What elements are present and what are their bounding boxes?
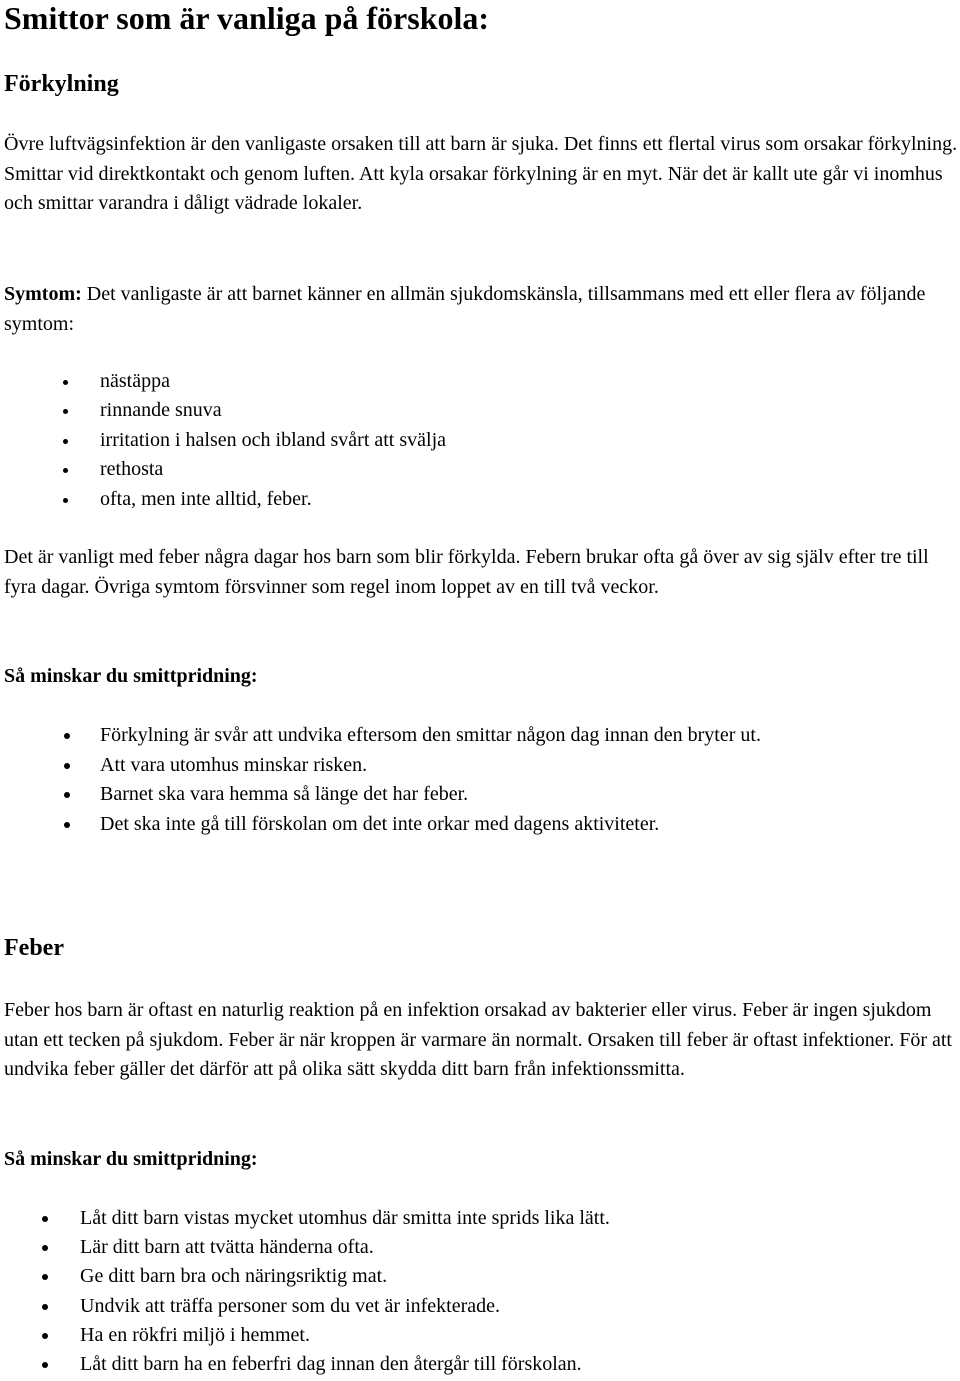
list-item: ofta, men inte alltid, feber. <box>0 485 446 514</box>
fever-duration-paragraph: Det är vanligt med feber några dagar hos barn som blir förkylda. Febern brukar ofta gå över av sig själv efter tre till fyra dagar. Övriga symtom försvinner som regel inom loppet av en till två veckor. <box>4 546 929 598</box>
symptoms-paragraph <box>4 280 960 339</box>
list-item: Det ska inte gå till förskolan om det inte orkar med dagens aktiviteter. <box>0 810 761 840</box>
list-item: Ha en rökfri miljö i hemmet. <box>0 1321 610 1350</box>
prevention-list-forkylning <box>0 721 761 839</box>
symptoms-label: Symtom: <box>4 283 82 305</box>
page-title: Smittor som är vanliga på förskola: <box>4 0 490 36</box>
bullet-icon <box>63 409 68 414</box>
forkylning-intro-paragraph: Övre luftvägsinfektion är den vanligaste orsaken till att barn är sjuka. Det finns ett flertal virus som orsakar förkylning. Smittar vid direktkontakt och genom luften. Att kyla orsakar förkylning är en myt. När det är kallt ute går vi inomhus och smittar varandra i dåligt vädrade lokaler. <box>4 133 958 214</box>
list-item: Undvik att träffa personer som du vet är infekterade. <box>0 1292 610 1321</box>
list-item: Lär ditt barn att tvätta händerna ofta. <box>0 1233 610 1262</box>
prevention-heading-feber: Så minskar du smittpridning: <box>4 1148 258 1170</box>
bullet-icon <box>64 822 70 828</box>
list-item: Att vara utomhus minskar risken. <box>0 751 761 781</box>
bullet-icon <box>42 1216 48 1222</box>
list-item: rinnande snuva <box>0 396 446 425</box>
prevention-list-feber <box>0 1204 610 1379</box>
bullet-icon <box>64 763 70 769</box>
bullet-icon <box>64 792 70 798</box>
bullet-icon <box>63 380 68 385</box>
section-heading-feber: Feber <box>4 935 64 961</box>
symptoms-text: Det vanligaste är att barnet känner en allmän sjukdomskänsla, tillsammans med ett eller flera av följande symtom: <box>4 283 926 335</box>
list-item: rethosta <box>0 455 446 484</box>
list-item: Ge ditt barn bra och näringsriktig mat. <box>0 1262 610 1291</box>
list-item: Låt ditt barn ha en feberfri dag innan den återgår till förskolan. <box>0 1350 610 1379</box>
symptoms-list <box>0 367 446 514</box>
list-item: Förkylning är svår att undvika eftersom den smittar någon dag innan den bryter ut. <box>0 721 761 751</box>
prevention-heading-forkylning: Så minskar du smittpridning: <box>4 665 258 687</box>
bullet-icon <box>42 1274 48 1280</box>
bullet-icon <box>63 468 68 473</box>
bullet-icon <box>42 1333 48 1339</box>
bullet-icon <box>64 733 70 739</box>
feber-intro-paragraph: Feber hos barn är oftast en naturlig reaktion på en infektion orsakad av bakterier eller virus. Feber är ingen sjukdom utan ett tecken på sjukdom. Feber är när kroppen är varmare än normalt. Orsaken till feber är oftast infektioner. För att undvika feber gäller det därför att på olika sätt skydda ditt barn från infektionssmitta. <box>4 999 952 1080</box>
list-item: irritation i halsen och ibland svårt att svälja <box>0 426 446 455</box>
list-item: nästäppa <box>0 367 446 396</box>
section-heading-forkylning: Förkylning <box>4 71 119 97</box>
bullet-icon <box>42 1362 48 1368</box>
bullet-icon <box>42 1245 48 1251</box>
bullet-icon <box>63 439 68 444</box>
bullet-icon <box>42 1304 48 1310</box>
bullet-icon <box>63 498 68 503</box>
list-item: Barnet ska vara hemma så länge det har feber. <box>0 780 761 810</box>
list-item: Låt ditt barn vistas mycket utomhus där smitta inte sprids lika lätt. <box>0 1204 610 1233</box>
